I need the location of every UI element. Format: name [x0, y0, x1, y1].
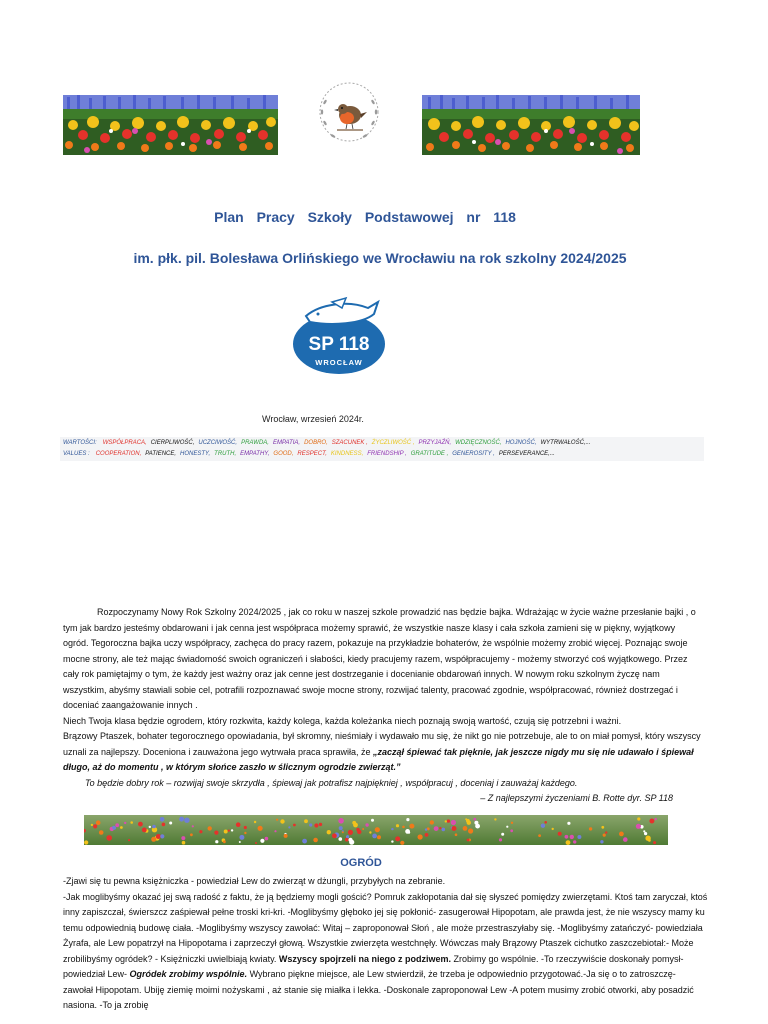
- meadow-flower: [402, 826, 405, 829]
- meadow-flower: [293, 824, 296, 827]
- value-en-0: COOPERATION,: [95, 451, 142, 457]
- story-text-c: Wybrano piękne miejsce, ale Lew stwierdził, że trzeba je odpowiednio przygotować.-Ja się o to zatroszczę- zawołał Hipopotam. Ubiję ziemię moimi nożyskami , aż stanie się miałka i lekka. -Doskonale zaproponował Lew -A potem musimy zrobić otworki, aby posadzić nasiona. -To ja zrobię: [63, 969, 694, 1010]
- meadow-flower: [655, 818, 657, 820]
- meadow-flower: [552, 828, 554, 830]
- story-line-1: -Zjawi się tu pewna księżniczka - powiedział Lew do zwierząt w dżungli, przybyłych na zebranie.: [63, 876, 446, 886]
- value-pl-7: ŻYCZLIWOŚĆ ,: [371, 440, 415, 446]
- garden-story-title: OGRÓD: [340, 857, 382, 869]
- meadow-flower: [353, 823, 358, 828]
- meadow-flower: [313, 838, 318, 843]
- meadow-flower: [623, 837, 628, 842]
- robin-wreath-logo-icon: [317, 78, 381, 146]
- sp118-logo-city: WROCŁAW: [315, 358, 363, 367]
- meadow-flower: [406, 818, 409, 821]
- meadow-flower: [258, 826, 263, 831]
- meadow-flower: [112, 826, 115, 829]
- sp118-school-logo: [292, 294, 387, 376]
- meadow-flower: [365, 823, 368, 826]
- meadow-flower: [276, 819, 278, 821]
- meadow-flower: [181, 836, 185, 840]
- meadow-flower: [455, 833, 458, 836]
- meadow-flower: [152, 825, 156, 829]
- meadow-flower: [442, 828, 446, 832]
- meadow-flower: [346, 835, 349, 838]
- meadow-flower: [192, 825, 194, 827]
- meadow-flower: [138, 822, 143, 827]
- meadow-flower: [339, 837, 343, 841]
- intro-p3-text: Brązowy Ptaszek, bohater tegorocznego opowiadania, był skromny, nieśmiały i wydawało mu się, że nikt go nie potrzebuje, ale to on miał pomysł, który wszyscy uznali za najlepszy. Doceniona i zauważona jego wytrwała praca sprawiła, że: [63, 731, 701, 757]
- intro-paragraph-4: To będzie dobry rok – rozwijaj swoje skrzydła , śpiewaj jak potrafisz najpiękniej , współpracuj , doceniaj i zauważaj każdego.: [85, 777, 578, 788]
- meadow-flower: [570, 835, 574, 839]
- value-pl-4: EMPATIA,: [272, 440, 301, 446]
- value-en-3: TRUTH,: [214, 451, 237, 457]
- meadow-flower: [99, 830, 104, 835]
- meadow-banner: [84, 815, 668, 845]
- meadow-flower: [605, 831, 607, 833]
- value-en-11: PERSEVERANCE,...: [498, 451, 555, 457]
- meadow-flower: [653, 841, 656, 844]
- meadow-flower: [156, 834, 161, 839]
- meadow-flower: [91, 824, 93, 826]
- meadow-flower: [465, 818, 467, 820]
- meadow-flower: [160, 834, 164, 838]
- meadow-flower: [124, 822, 126, 824]
- meadow-flower: [284, 834, 288, 838]
- meadow-flower: [473, 818, 476, 821]
- meadow-flower: [142, 828, 147, 833]
- meadow-flower: [182, 841, 186, 845]
- city-date: Wrocław, wrzesień 2024r.: [262, 414, 364, 424]
- meadow-flower: [319, 823, 322, 826]
- meadow-flower: [644, 832, 647, 835]
- values-pl-label: WARTOŚCI:: [63, 440, 97, 446]
- meadow-flower: [396, 824, 399, 827]
- meadow-flower: [494, 818, 496, 820]
- intro-text: [63, 605, 703, 807]
- meadow-flower: [445, 820, 447, 822]
- value-en-6: RESPECT,: [297, 451, 327, 457]
- value-en-9: GRATITUDE ,: [410, 451, 449, 457]
- meadow-flower: [93, 824, 97, 828]
- meadow-flower: [244, 832, 246, 834]
- value-pl-1: CIERPLIWOŚĆ,: [150, 440, 195, 446]
- meadow-flower: [418, 834, 423, 839]
- meadow-flower: [215, 840, 218, 843]
- value-en-10: GENEROSITY ,: [452, 451, 495, 457]
- meadow-flower: [452, 826, 457, 831]
- meadow-flower: [558, 832, 562, 836]
- flower-banner-right: [422, 95, 640, 155]
- meadow-flower: [223, 840, 226, 843]
- intro-paragraph-1: Rozpoczynamy Nowy Rok Szkolny 2024/2025 , jak co roku w naszej szkole prowadzić nas będzie bajka. Wdrażając w życie ważne przesłanie bajki , o tym jak bardzo jesteśmy obdarowani i jak cenna jest współpraca możemy sprawić, że wszystkie nasze klasy i cała szkoła zamieni się w piękny, wyjątkowy ogród. Tegoroczna bajka uczy współpracy, zachęca do pracy razem, pokazuje na przykładzie bohaterów, że wspólnie możemy zrobić więcej. Poznając swoje mocne strony, ale też mając świadomość swoich ograniczeń i słabości, kiedy pracujemy razem, współpracujemy - możemy stworzyć coś wyjątkowego. Przez cały rok pamiętajmy o tym, że każdy jest ważny oraz jak cenne jest dostrzeganie i docenianie obdarowań innych. W nowym roku szkolnym życzę nam wszystkim, abyśmy stawiali sobie cel, potrafili rozpoznawać swoje mocne strony, rozwijać talenty, pracować zgodnie, współpracować, również dostrzegać i doceniać zaangażowanie innych .: [63, 607, 696, 710]
- meadow-flower: [184, 818, 189, 823]
- meadow-flower: [254, 821, 256, 823]
- value-pl-2: UCZCIWOŚĆ,: [198, 440, 238, 446]
- values-en-label: VALUES :: [63, 451, 90, 457]
- meadow-flower: [468, 828, 473, 833]
- value-en-2: HONESTY,: [180, 451, 211, 457]
- value-pl-11: WYTRWAŁOŚĆ,...: [540, 440, 591, 446]
- meadow-flower: [338, 818, 344, 824]
- meadow-flower: [208, 826, 212, 830]
- value-pl-3: PRAWDA,: [241, 440, 269, 446]
- meadow-flower: [357, 830, 361, 834]
- meadow-flower: [339, 826, 343, 830]
- meadow-flower: [224, 830, 228, 834]
- intro-p3-quote: „zaczął śpiewać tak pięknie, jak jeszcze nigdy mu się nie udawało i śpiewał długo, aż do momentu , w którym słońce zaszło w ślicznym ogrodzie zwierząt.”: [63, 746, 694, 772]
- meadow-flower: [179, 817, 184, 822]
- value-en-1: PATIENCE,: [145, 451, 177, 457]
- meadow-flower: [274, 830, 276, 832]
- meadow-flower: [314, 823, 318, 827]
- meadow-flower: [501, 833, 504, 836]
- meadow-flower: [565, 835, 569, 839]
- meadow-flower: [648, 839, 651, 842]
- meadow-flower: [190, 833, 193, 836]
- meadow-flower: [447, 819, 450, 822]
- signature: – Z najlepszymi życzeniami B. Rotte dyr. SP 118: [480, 793, 673, 803]
- meadow-flower: [643, 830, 645, 832]
- meadow-flower: [304, 819, 308, 823]
- meadow-flower: [265, 837, 269, 841]
- meadow-flower: [439, 827, 441, 829]
- meadow-flower: [260, 839, 264, 843]
- value-en-8: FRIENDSHIP ,: [367, 451, 407, 457]
- meadow-flower: [151, 837, 156, 842]
- meadow-flower: [348, 830, 353, 835]
- meadow-flower: [577, 835, 581, 839]
- meadow-flower: [309, 823, 312, 826]
- meadow-flower: [499, 838, 502, 841]
- meadow-flower: [255, 842, 257, 844]
- plan-title: Plan Pracy Szkoły Podstawowej nr 118: [214, 209, 516, 225]
- meadow-flower: [106, 835, 112, 841]
- meadow-flower: [434, 826, 439, 831]
- meadow-flower: [162, 823, 166, 827]
- value-en-7: KINDNESS,: [330, 451, 364, 457]
- meadow-flower: [405, 829, 410, 834]
- meadow-flower: [377, 835, 381, 839]
- school-name-title: im. płk. pil. Bolesława Orlińskiego we Wrocławiu na rok szkolny 2024/2025: [133, 250, 627, 266]
- meadow-flower: [425, 833, 429, 837]
- meadow-flower: [362, 828, 364, 830]
- meadow-flower: [372, 834, 377, 839]
- meadow-flower: [160, 817, 165, 822]
- meadow-flower: [649, 819, 654, 824]
- meadow-flower: [239, 835, 244, 840]
- meadow-flower: [115, 823, 119, 827]
- meadow-flower: [369, 831, 371, 833]
- meadow-flower: [475, 824, 480, 829]
- meadow-flower: [430, 820, 434, 824]
- meadow-flower: [467, 839, 470, 842]
- meadow-flower: [84, 840, 88, 844]
- values-en-line: [63, 451, 563, 457]
- meadow-flower: [451, 820, 456, 825]
- meadow-flower: [228, 830, 230, 832]
- meadow-flower: [244, 826, 247, 829]
- meadow-flower: [400, 841, 404, 845]
- meadow-flower: [391, 840, 393, 842]
- meadow-flower: [636, 824, 641, 829]
- meadow-flower: [302, 839, 307, 844]
- meadow-flower: [288, 826, 290, 828]
- meadow-flower: [342, 831, 344, 833]
- value-pl-10: HOJNOŚĆ,: [505, 440, 537, 446]
- meadow-flower: [236, 822, 241, 827]
- meadow-flower: [541, 824, 545, 828]
- meadow-flower: [120, 826, 123, 829]
- meadow-flower: [128, 839, 130, 841]
- story-text-a: -Jak moglibyśmy okazać jej swą radość z faktu, że ją będziemy mogli gościć? Pomruk zakłopotania dał się słyszeć pomiędzy zwierzętami. Ktoś tam zaryczał, ktoś inny zapiszczał, świerszcz zaśpiewał pełne troski kri-kri. -Moglibyśmy głęboko jej się pokłonić- zasugerował Hipopotam, ale prawda jest, że nie wszyscy mamy ku temu odpowiednią budowę ciała. -Moglibyśmy wszyscy zawołać: Witaj – zaproponował Słoń , ale może przestraszyłaby się. -Moglibyśmy zatańczyć- powiedziała Żyrafa, ale Lew popatrzył na Hipopotama i zaprzeczył głową. Wszystkie zwierzęta westchnęły. Wówczas mały Brązowy Ptaszek cichutko zaszczebiotał:- Może zrobilibyśmy ogródek? - Księżniczki uwielbiają kwiaty.: [63, 891, 708, 964]
- meadow-flower: [510, 829, 513, 832]
- meadow-flower: [349, 840, 354, 845]
- meadow-flower: [280, 819, 284, 823]
- value-pl-0: WSPÓŁPRACA,: [102, 440, 147, 446]
- intro-paragraph-2: Niech Twoja klasa będzie ogrodem, który rozkwita, każdy kolega, każda koleżanka niech poznają swoją wartość, czują się potrzebni i ważni.: [63, 715, 622, 726]
- meadow-flower: [544, 821, 547, 824]
- meadow-flower: [637, 817, 640, 820]
- meadow-flower: [566, 840, 571, 845]
- meadow-flower: [214, 831, 218, 835]
- meadow-flower: [511, 822, 513, 824]
- meadow-flower: [169, 822, 172, 825]
- meadow-flower: [391, 828, 393, 830]
- meadow-flower: [463, 826, 468, 831]
- meadow-flower: [395, 836, 400, 841]
- sp118-logo-text: SP 118: [308, 334, 370, 355]
- meadow-flower: [239, 841, 241, 843]
- meadow-flower: [619, 832, 624, 837]
- meadow-flower: [573, 840, 576, 843]
- meadow-flower: [345, 838, 349, 842]
- meadow-flower: [375, 827, 380, 832]
- meadow-flower: [96, 820, 101, 825]
- meadow-flower: [149, 826, 151, 828]
- value-en-5: GOOD,: [273, 451, 294, 457]
- meadow-flower: [601, 826, 604, 829]
- meadow-flower: [199, 830, 202, 833]
- meadow-flower: [371, 819, 374, 822]
- value-pl-9: WDZIĘCZNOŚĆ,: [455, 440, 502, 446]
- meadow-flower: [409, 824, 414, 829]
- meadow-flower: [600, 840, 603, 843]
- story-text-b: Zrobimy go wspólnie. -To rzeczywiście doskonały pomysł-powiedział Lew-: [63, 953, 684, 979]
- meadow-flower: [506, 826, 508, 828]
- story-text-bold: Wszyscy spojrzeli na niego z podziwem.: [278, 953, 451, 964]
- garden-story-text: [63, 874, 708, 1014]
- story-text-bold-italic: Ogródek zrobimy wspólnie.: [129, 969, 248, 979]
- value-pl-8: PRZYJAŹŃ,: [418, 440, 452, 446]
- intro-paragraph-3: [63, 729, 703, 776]
- meadow-flower: [538, 834, 541, 837]
- meadow-flower: [467, 821, 471, 825]
- meadow-flower: [130, 821, 133, 824]
- meadow-flower: [332, 833, 337, 838]
- value-pl-6: SZACUNEK ,: [331, 440, 368, 446]
- meadow-flower: [231, 829, 233, 831]
- values-pl-line: [63, 440, 599, 446]
- meadow-flower: [567, 822, 570, 825]
- flower-banner-left: [63, 95, 278, 155]
- story-paragraph: [63, 890, 708, 1014]
- meadow-flower: [603, 834, 606, 837]
- meadow-flower: [327, 830, 331, 834]
- meadow-flower: [425, 828, 427, 830]
- value-pl-5: DOBRO,: [304, 440, 328, 446]
- meadow-flower: [589, 827, 592, 830]
- value-en-4: EMPATHY,: [240, 451, 270, 457]
